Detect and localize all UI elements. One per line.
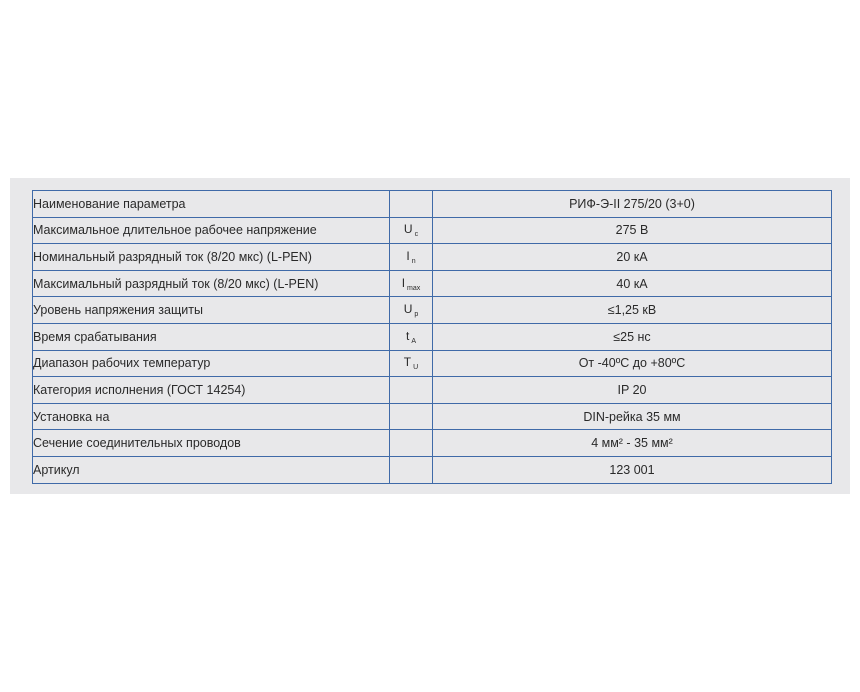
- symbol-subscript: max: [407, 284, 421, 292]
- header-model-cell: РИФ-Э-II 275/20 (3+0): [433, 191, 832, 218]
- parameter-value: 40 кА: [433, 270, 832, 297]
- parameter-value: DIN-рейка 35 мм: [433, 403, 832, 430]
- parameter-name: Сечение соединительных проводов: [33, 430, 390, 457]
- parameter-symbol: [390, 270, 433, 297]
- spec-panel: [10, 178, 850, 494]
- parameter-value: 20 кА: [433, 244, 832, 271]
- symbol-letter: I: [406, 248, 410, 263]
- table-row: [33, 244, 832, 271]
- parameter-symbol: [390, 430, 433, 457]
- symbol-letter: U: [403, 302, 413, 317]
- parameter-value: 275 В: [433, 217, 832, 244]
- parameter-symbol: [390, 297, 433, 324]
- symbol-subscript: c: [414, 231, 419, 239]
- parameter-symbol: [390, 217, 433, 244]
- parameter-name: Артикул: [33, 456, 390, 483]
- table-row: [33, 403, 832, 430]
- parameter-name: Диапазон рабочих температур: [33, 350, 390, 377]
- table-row: [33, 217, 832, 244]
- symbol-subscript: U: [413, 364, 419, 372]
- parameter-symbol: [390, 403, 433, 430]
- parameter-value: IP 20: [433, 377, 832, 404]
- parameter-value: 123 001: [433, 456, 832, 483]
- table-row: [33, 323, 832, 350]
- parameter-name: Номинальный разрядный ток (8/20 мкс) (L-PEN): [33, 244, 390, 271]
- parameter-value: От -40ºС до +80ºС: [433, 350, 832, 377]
- table-row: [33, 297, 832, 324]
- header-symbol-cell: [390, 191, 433, 218]
- parameter-symbol: [390, 244, 433, 271]
- parameter-symbol: [390, 350, 433, 377]
- parameter-symbol: [390, 377, 433, 404]
- parameter-symbol: [390, 323, 433, 350]
- table-row: [33, 270, 832, 297]
- parameter-name: Уровень напряжения защиты: [33, 297, 390, 324]
- parameter-name: Максимальное длительное рабочее напряжение: [33, 217, 390, 244]
- header-parameter-cell: Наименование параметра: [33, 191, 390, 218]
- parameter-value: ≤25 нс: [433, 323, 832, 350]
- table-row: [33, 377, 832, 404]
- table-row: [33, 456, 832, 483]
- symbol-subscript: n: [411, 257, 416, 265]
- symbol-subscript: p: [414, 311, 419, 319]
- parameter-symbol: [390, 456, 433, 483]
- symbol-letter: t: [405, 328, 410, 343]
- parameter-value: 4 мм² - 35 мм²: [433, 430, 832, 457]
- header-row: [33, 191, 832, 218]
- symbol-letter: T: [403, 355, 412, 370]
- parameter-name: Категория исполнения (ГОСТ 14254): [33, 377, 390, 404]
- table-row: [33, 350, 832, 377]
- table-row: [33, 430, 832, 457]
- symbol-subscript: A: [411, 337, 416, 345]
- spec-table: [32, 190, 832, 484]
- parameter-value: ≤1,25 кВ: [433, 297, 832, 324]
- symbol-letter: U: [403, 222, 413, 237]
- parameter-name: Максимальный разрядный ток (8/20 мкс) (L-PEN): [33, 270, 390, 297]
- parameter-name: Время срабатывания: [33, 323, 390, 350]
- parameter-name: Установка на: [33, 403, 390, 430]
- symbol-letter: I: [401, 275, 406, 290]
